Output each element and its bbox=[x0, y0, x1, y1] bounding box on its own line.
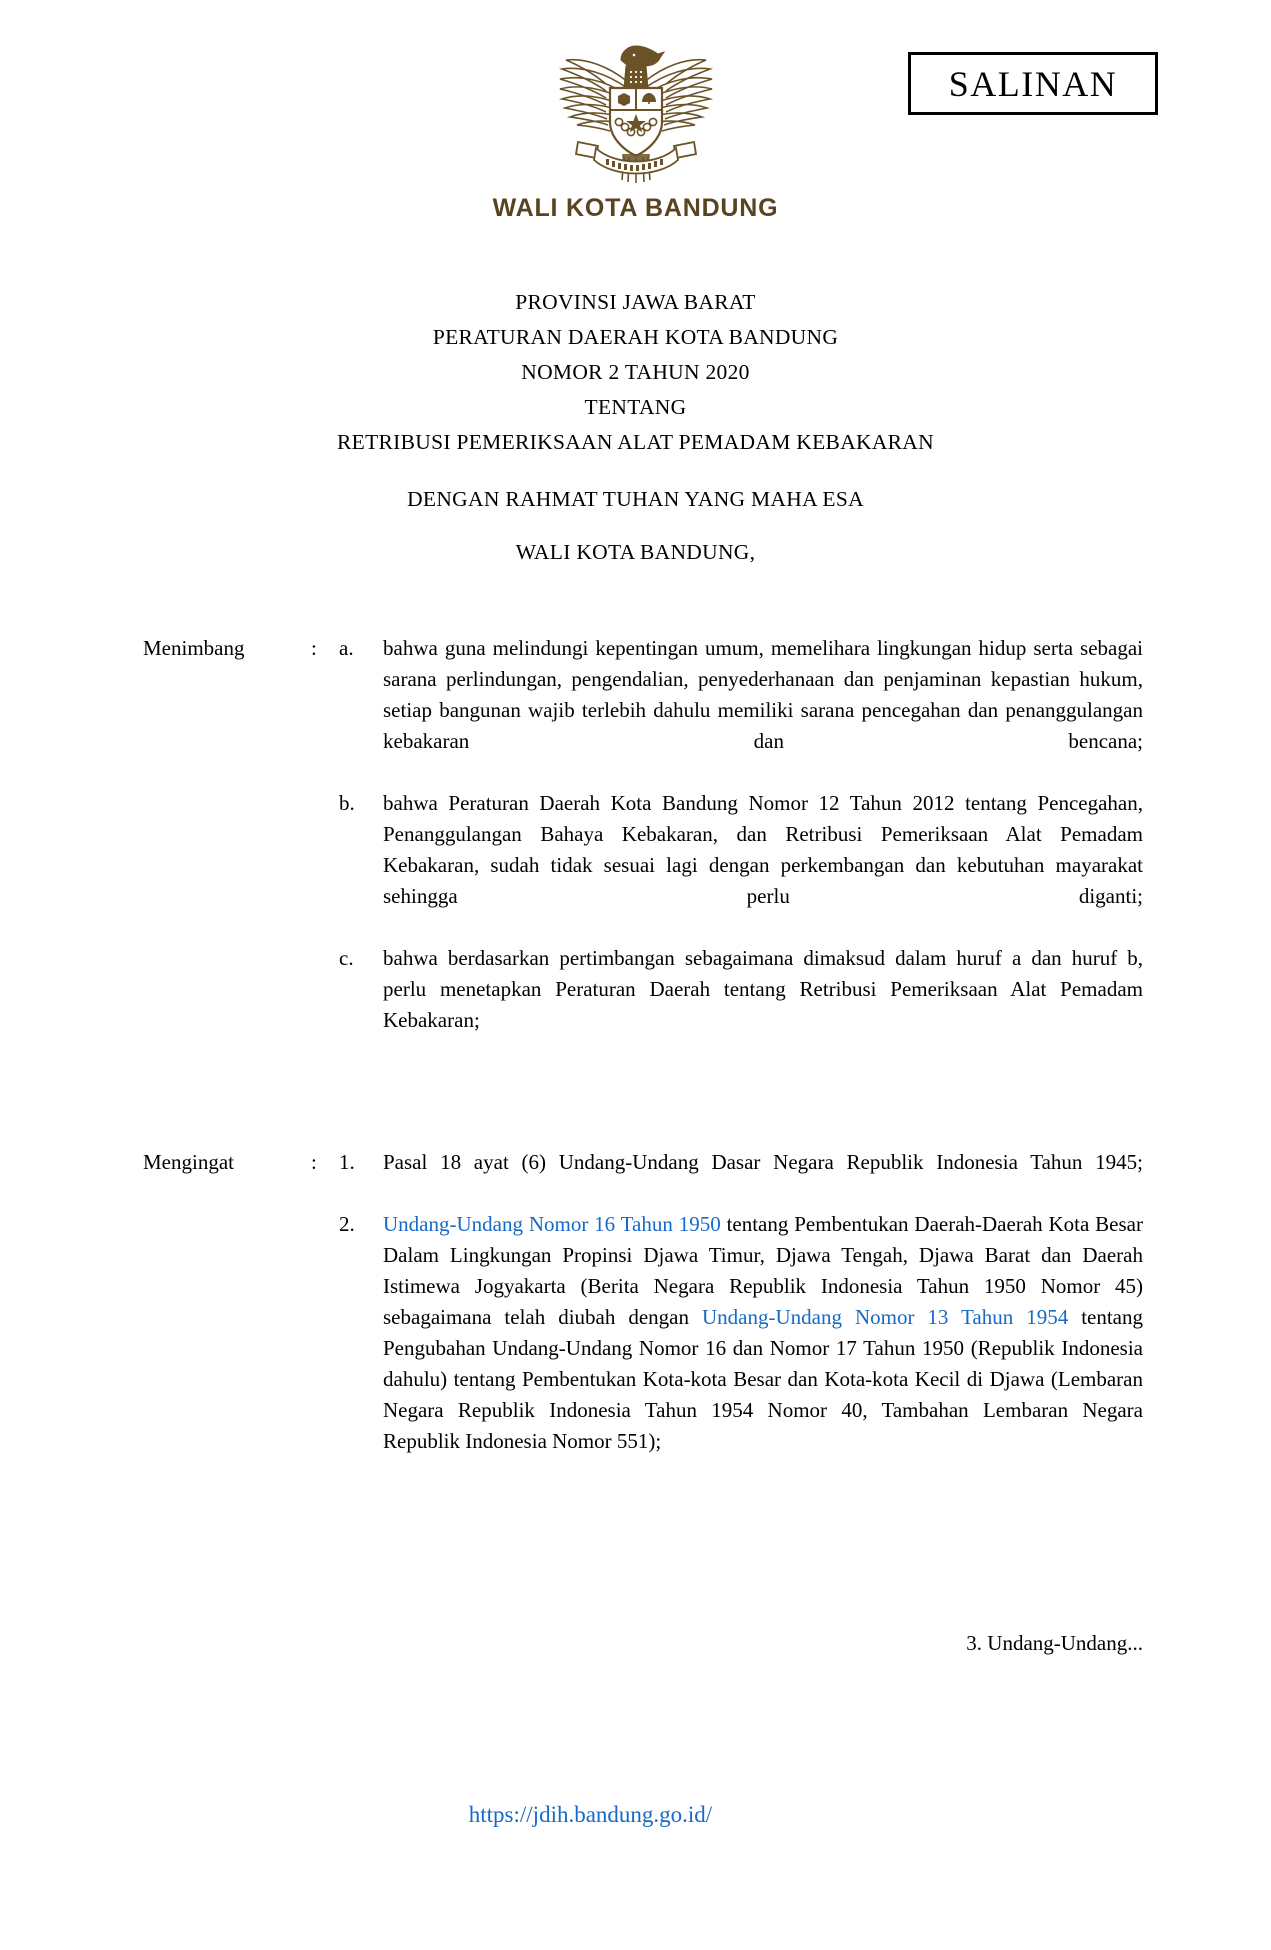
subject-line: RETRIBUSI PEMERIKSAAN ALAT PEMADAM KEBAKARAN bbox=[337, 430, 934, 454]
list-item bbox=[339, 943, 1143, 1067]
list-item bbox=[339, 1209, 1143, 1457]
list-item bbox=[339, 633, 1143, 788]
letterhead-title: WALI KOTA BANDUNG bbox=[492, 194, 779, 222]
letterhead bbox=[0, 30, 1271, 223]
considerations-section bbox=[143, 633, 1143, 1067]
authority-line: WALI KOTA BANDUNG, bbox=[515, 540, 756, 564]
list-item-marker: a. bbox=[339, 636, 354, 660]
list-item-marker: 1. bbox=[339, 1150, 355, 1174]
considerations-colon: : bbox=[311, 636, 317, 660]
spacer bbox=[0, 460, 1271, 482]
considerations-keyword: Menimbang bbox=[143, 636, 245, 660]
list-item-marker: 2. bbox=[339, 1212, 355, 1236]
list-item-text: bahwa berdasarkan pertimbangan sebagaimana dimaksud dalam huruf a dan huruf b, perlu menetapkan Peraturan Daerah tentang Retribusi Pemeriksaan Alat Pemadam Kebakaran; bbox=[383, 946, 1143, 1032]
law-reference-link[interactable]: Undang-Undang Nomor 13 Tahun 1954 bbox=[702, 1305, 1069, 1329]
legal-basis-section bbox=[143, 1147, 1143, 1457]
text-run: tentang Pembentukan Daerah-Daerah Kota Besar Dalam Lingkungan Propinsi Djawa Timur, Djawa Tengah, Djawa Barat dan Daerah Istimewa Jogyakarta (Berita Negara Republik Indonesia Tahun 1950 Nomor 45) sebagaimana telah diubah dengan bbox=[383, 1212, 1143, 1329]
list-item-text: bahwa guna melindungi kepentingan umum, memelihara lingkungan hidup serta sebagai sarana perlindungan, pengendalian, penyederhanaan dan penjaminan kepastian hukum, setiap bangunan wajib terlebih dahulu memiliki sarana pencegahan dan penanggulangan kebakaran dan bencana; bbox=[383, 636, 1143, 753]
list-item-marker: b. bbox=[339, 791, 355, 815]
about-label-line: TENTANG bbox=[584, 395, 687, 419]
list-item-text bbox=[383, 1147, 1143, 1209]
list-item-text: bahwa Peraturan Daerah Kota Bandung Nomor 12 Tahun 2012 tentang Pencegahan, Penanggulangan Bahaya Kebakaran, dan Retribusi Pemeriksaan Alat Pemadam Kebakaran, sudah tidak sesuai lagi dengan perkembangan dan kebutuhan mayarakat sehingga perlu diganti; bbox=[383, 791, 1143, 908]
list-item-text bbox=[383, 1209, 1143, 1457]
legal-basis-colon: : bbox=[311, 1150, 317, 1174]
list-item bbox=[339, 788, 1143, 943]
list-item-marker: c. bbox=[339, 946, 354, 970]
legal-basis-keyword: Mengingat bbox=[143, 1150, 234, 1174]
considerations-list bbox=[339, 633, 1143, 1067]
garuda-pancasila-emblem bbox=[536, 30, 736, 188]
footer-url-link[interactable]: https://jdih.bandung.go.id/ bbox=[468, 1802, 713, 1827]
regulation-number-line: NOMOR 2 TAHUN 2020 bbox=[521, 360, 750, 384]
text-run: Pasal 18 ayat (6) Undang-Undang Dasar Negara Republik Indonesia Tahun 1945; bbox=[383, 1150, 1143, 1174]
spacer bbox=[0, 517, 1271, 535]
province-line: PROVINSI JAWA BARAT bbox=[515, 290, 756, 314]
salinan-label: SALINAN bbox=[948, 63, 1118, 104]
title-block bbox=[0, 285, 1271, 570]
page-catchword: 3. Undang-Undang... bbox=[966, 1631, 1143, 1655]
law-reference-link[interactable]: Undang-Undang Nomor 16 Tahun 1950 bbox=[383, 1212, 721, 1236]
regulation-type-line: PERATURAN DAERAH KOTA BANDUNG bbox=[432, 325, 839, 349]
invocation-line: DENGAN RAHMAT TUHAN YANG MAHA ESA bbox=[407, 487, 864, 511]
legal-basis-list bbox=[339, 1147, 1143, 1457]
text-run: tentang Pengubahan Undang-Undang Nomor 16 dan Nomor 17 Tahun 1950 (Republik Indonesia dahulu) tentang Pembentukan Kota-kota Besar dan Kota-kota Kecil di Djawa (Lembaran Negara Republik Indonesia Tahun 1954 Nomor 40, Tambahan Lembaran Negara Republik Indonesia Nomor 551); bbox=[383, 1305, 1143, 1453]
list-item bbox=[339, 1147, 1143, 1209]
